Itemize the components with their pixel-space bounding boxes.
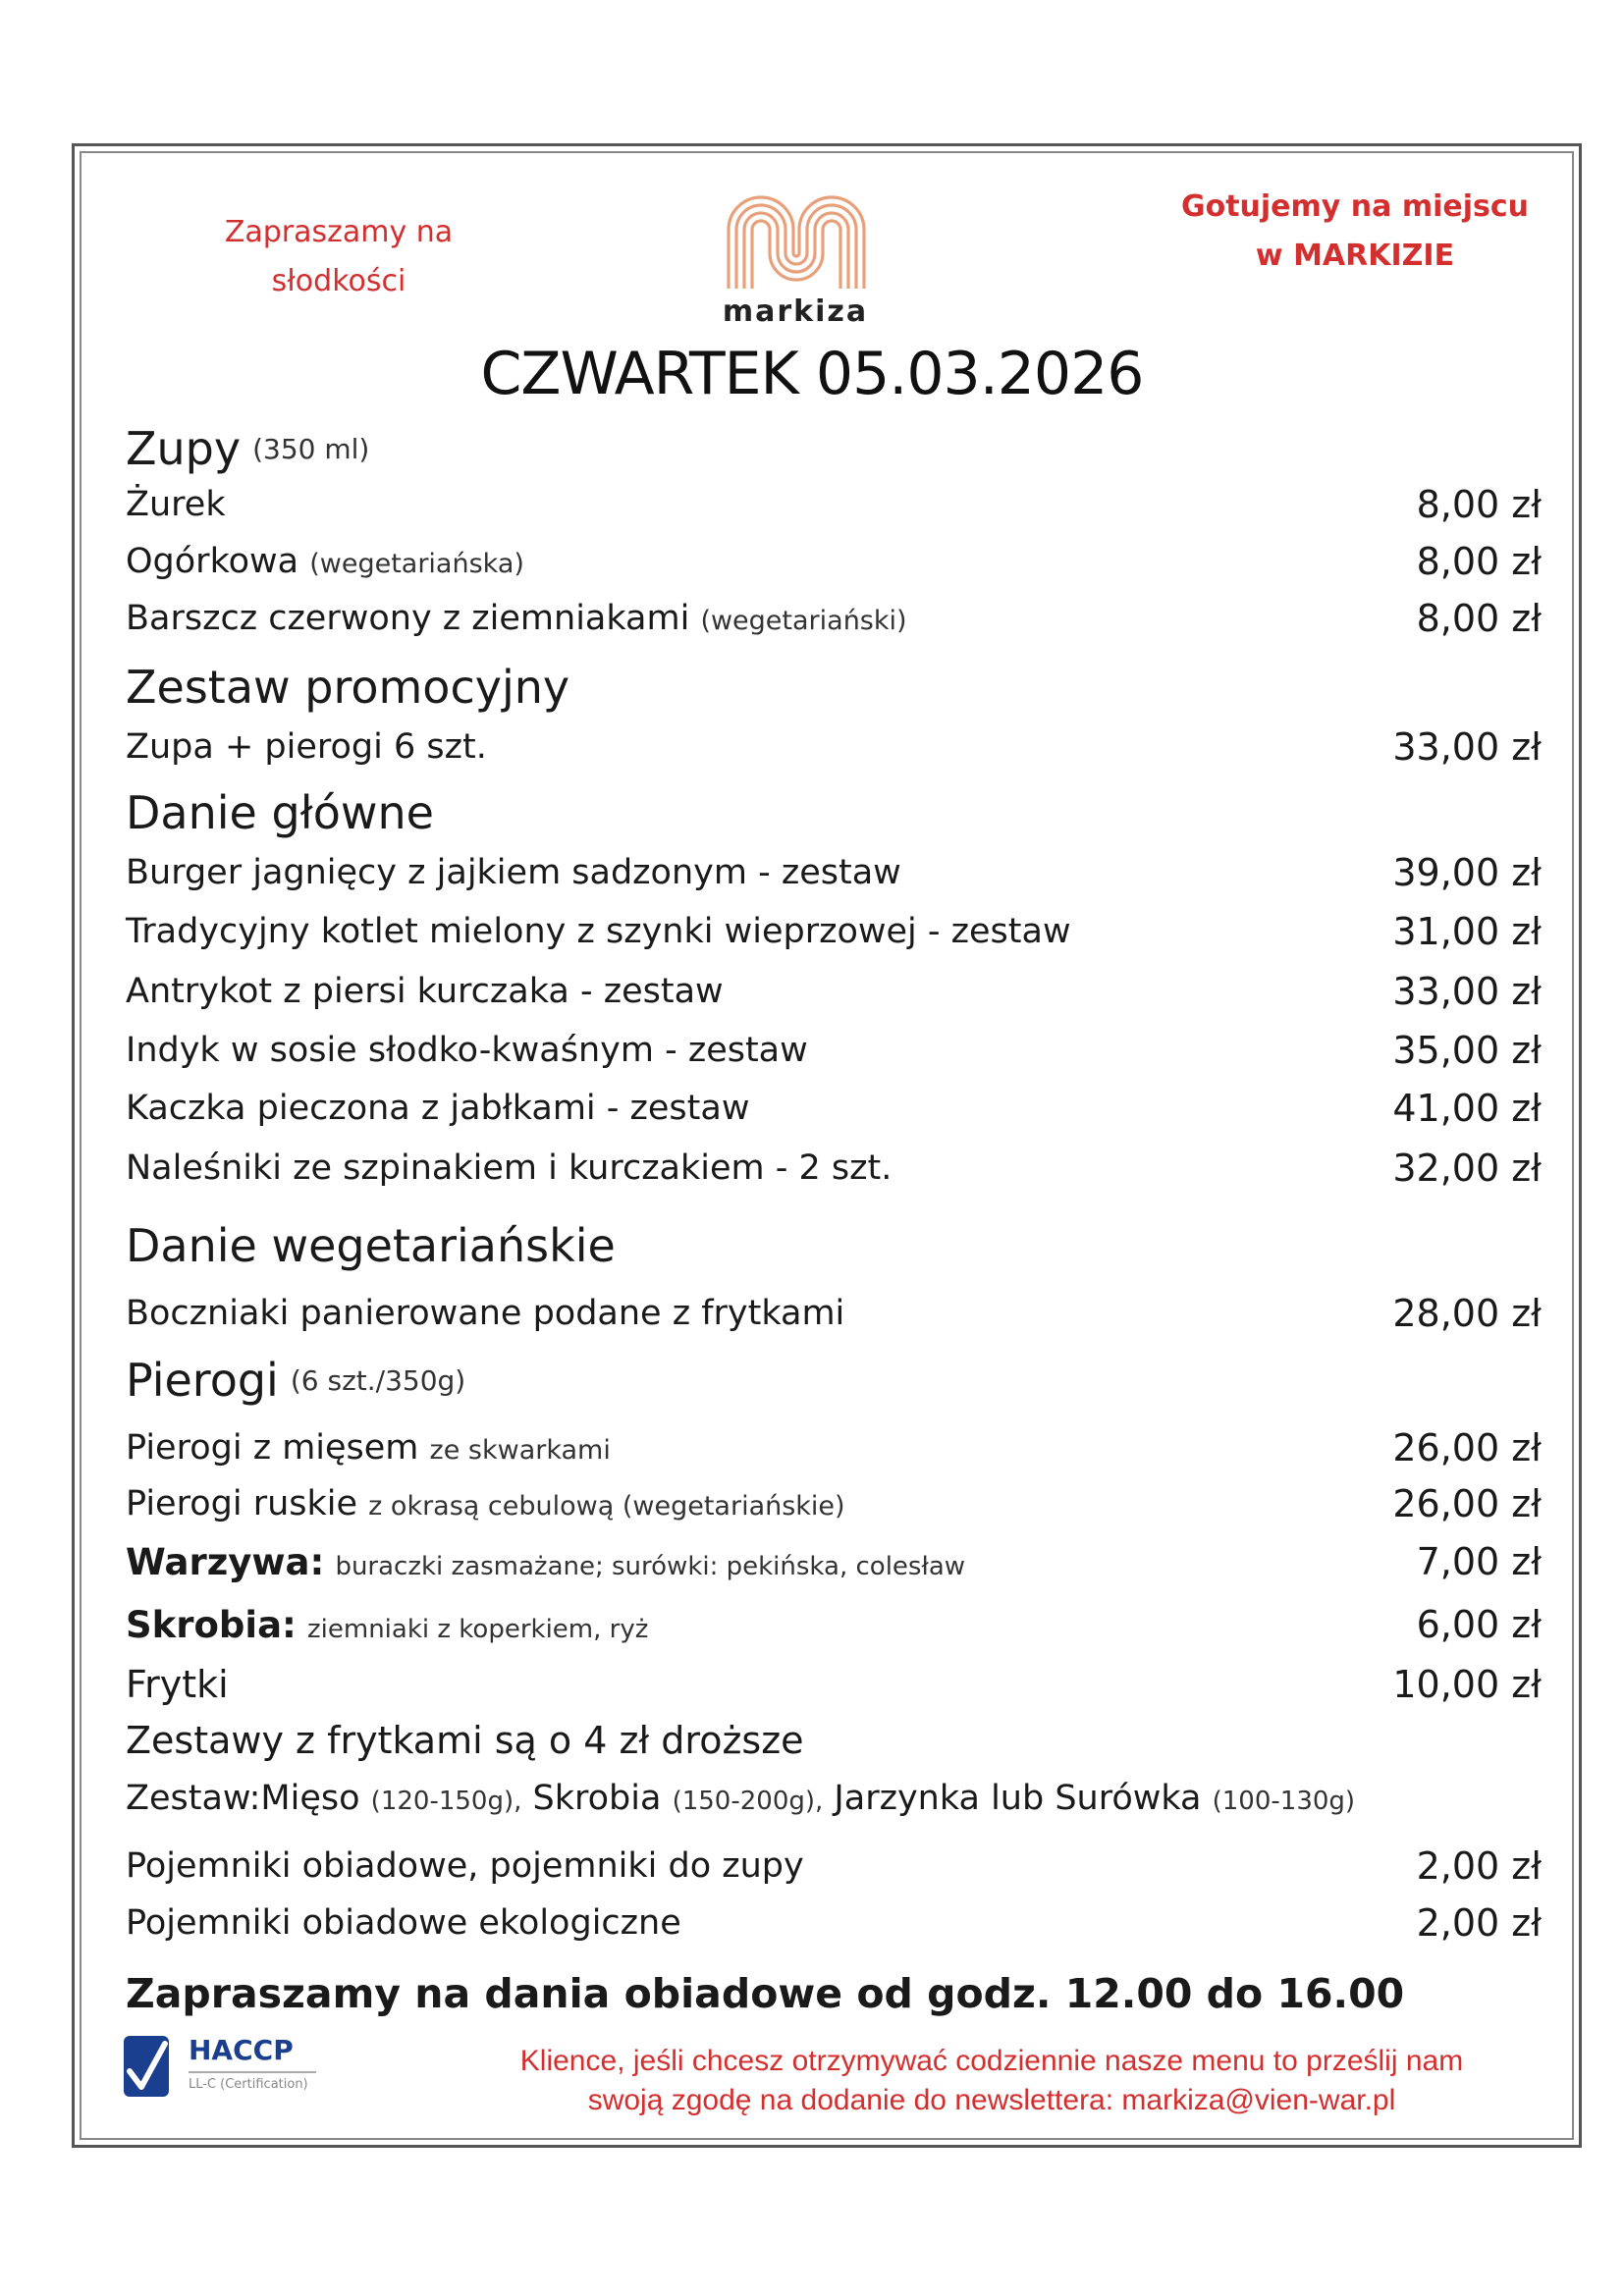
item-name: Kaczka pieczona z jabłkami - zestaw xyxy=(126,1089,750,1128)
extra-label: Skrobia: xyxy=(126,1603,297,1646)
set-part-note: (100-130g) xyxy=(1212,1787,1356,1816)
haccp-check-icon xyxy=(124,2036,169,2097)
item-note: (wegetariański) xyxy=(700,606,907,636)
haccp-divider xyxy=(189,2071,316,2073)
item-name: Tradycyjny kotlet mielony z szynki wieprzowej - zestaw xyxy=(126,912,1071,951)
item-name: Żurek xyxy=(126,485,226,524)
set-part-note: (120-150g), xyxy=(370,1787,522,1816)
sweets-promo-line2: słodkości xyxy=(271,264,406,298)
item-price: 8,00 zł xyxy=(1416,483,1542,526)
item-price: 26,00 zł xyxy=(1392,1426,1542,1469)
menu-item xyxy=(126,967,1542,1016)
menu-item xyxy=(126,1479,1542,1528)
item-price: 26,00 zł xyxy=(1392,1482,1542,1525)
markiza-logo-icon xyxy=(725,192,868,291)
section-subtitle: (350 ml) xyxy=(252,432,370,465)
section-title: Pierogi xyxy=(126,1354,279,1407)
item-note: ze skwarkami xyxy=(429,1435,611,1466)
section-title: Danie wegetariańskie xyxy=(126,1219,616,1272)
item-price: 2,00 zł xyxy=(1416,1844,1542,1888)
cooking-promo-line1: Gotujemy na miejscu xyxy=(1180,189,1530,224)
menu-item xyxy=(126,848,1542,897)
section-subtitle: (6 szt./350g) xyxy=(290,1363,466,1397)
section-title: Zestaw promocyjny xyxy=(126,661,570,714)
item-name: Pojemniki obiadowe ekologiczne xyxy=(126,1903,681,1943)
item-name: Pierogi ruskie xyxy=(126,1484,358,1523)
haccp-badge xyxy=(124,2036,320,2099)
extra-label: Warzywa: xyxy=(126,1540,325,1583)
item-price: 33,00 zł xyxy=(1392,970,1542,1013)
sweets-promo-line1: Zapraszamy na xyxy=(224,215,454,249)
item-name: Naleśniki ze szpinakiem i kurczakiem - 2 szt. xyxy=(126,1148,893,1188)
set-part-label: Zestaw:Mięso xyxy=(126,1779,360,1818)
logo-wordmark: markiza xyxy=(722,294,869,329)
opening-hours: Zapraszamy na dania obiadowe od godz. 12.00 do 16.00 xyxy=(126,1970,1405,2017)
item-price: 7,00 zł xyxy=(1416,1540,1542,1583)
set-part-label: Jarzynka lub Surówka xyxy=(834,1779,1202,1818)
extra-item xyxy=(126,1600,1542,1649)
extra-note: ziemniaki z koperkiem, ryż xyxy=(307,1614,649,1644)
item-name: Pojemniki obiadowe, pojemniki do zupy xyxy=(126,1846,804,1886)
haccp-title: HACCP xyxy=(189,2034,294,2066)
set-composition xyxy=(126,1774,1542,1823)
extra-note: buraczki zasmażane; surówki: pekińska, colesław xyxy=(335,1551,966,1581)
container-item xyxy=(126,1898,1542,1948)
newsletter-line1: Klience, jeśli chcesz otrzymywać codziennie nasze menu to prześlij nam xyxy=(519,2045,1464,2077)
menu-item xyxy=(126,480,1542,529)
section-heading-promo xyxy=(126,658,569,717)
section-heading-pierogi xyxy=(126,1351,465,1410)
section-heading-zupy xyxy=(126,419,369,478)
menu-item xyxy=(126,722,1542,772)
item-name: Pierogi z mięsem xyxy=(126,1428,419,1468)
menu-item xyxy=(126,594,1542,643)
container-item xyxy=(126,1842,1542,1891)
item-price: 6,00 zł xyxy=(1416,1603,1542,1646)
item-price: 2,00 zł xyxy=(1416,1901,1542,1945)
page-title: CZWARTEK 05.03.2026 xyxy=(480,340,1144,408)
set-info-line xyxy=(126,1716,1542,1765)
set-info-text: Zestawy z frytkami są o 4 zł droższe xyxy=(126,1719,804,1762)
cooking-promo xyxy=(1159,183,1551,281)
item-note: (wegetariańska) xyxy=(309,549,524,579)
newsletter-line2: swoją zgodę na dodanie do newslettera: markiza@vien-war.pl xyxy=(587,2084,1396,2116)
newsletter-notice xyxy=(432,2042,1551,2120)
menu-item xyxy=(126,537,1542,586)
item-price: 41,00 zł xyxy=(1392,1087,1542,1130)
item-name: Indyk w sosie słodko-kwaśnym - zestaw xyxy=(126,1031,808,1070)
menu-item xyxy=(126,1289,1542,1338)
item-price: 39,00 zł xyxy=(1392,851,1542,894)
item-price: 8,00 zł xyxy=(1416,597,1542,640)
extra-item xyxy=(126,1660,1542,1709)
item-name: Antrykot z piersi kurczaka - zestaw xyxy=(126,972,724,1011)
item-name: Zupa + pierogi 6 szt. xyxy=(126,727,487,767)
menu-item xyxy=(126,1144,1542,1193)
item-price: 32,00 zł xyxy=(1392,1147,1542,1190)
extra-item xyxy=(126,1537,1542,1586)
sweets-promo xyxy=(196,208,481,306)
cooking-promo-line2: w MARKIZIE xyxy=(1255,239,1455,273)
item-price: 33,00 zł xyxy=(1392,725,1542,769)
item-price: 35,00 zł xyxy=(1392,1029,1542,1072)
set-part-label: Skrobia xyxy=(532,1779,662,1818)
item-price: 10,00 zł xyxy=(1392,1663,1542,1706)
item-name: Boczniaki panierowane podane z frytkami xyxy=(126,1294,845,1333)
item-name: Burger jagnięcy z jajkiem sadzonym - zestaw xyxy=(126,853,901,892)
item-name: Ogórkowa xyxy=(126,542,299,581)
menu-item xyxy=(126,907,1542,956)
item-name: Barszcz czerwony z ziemniakami xyxy=(126,599,690,638)
section-heading-main xyxy=(126,783,434,842)
item-price: 31,00 zł xyxy=(1392,910,1542,953)
extra-label: Frytki xyxy=(126,1663,229,1706)
menu-item xyxy=(126,1423,1542,1472)
item-price: 28,00 zł xyxy=(1392,1292,1542,1335)
menu-item xyxy=(126,1084,1542,1133)
section-heading-vege xyxy=(126,1216,616,1275)
set-part-note: (150-200g), xyxy=(672,1787,824,1816)
menu-item xyxy=(126,1026,1542,1075)
haccp-subtitle: LL-C (Certification) xyxy=(189,2077,308,2092)
item-note: z okrasą cebulową (wegetariańskie) xyxy=(368,1491,845,1522)
section-title: Danie główne xyxy=(126,786,434,839)
section-title: Zupy xyxy=(126,422,242,475)
item-price: 8,00 zł xyxy=(1416,540,1542,583)
